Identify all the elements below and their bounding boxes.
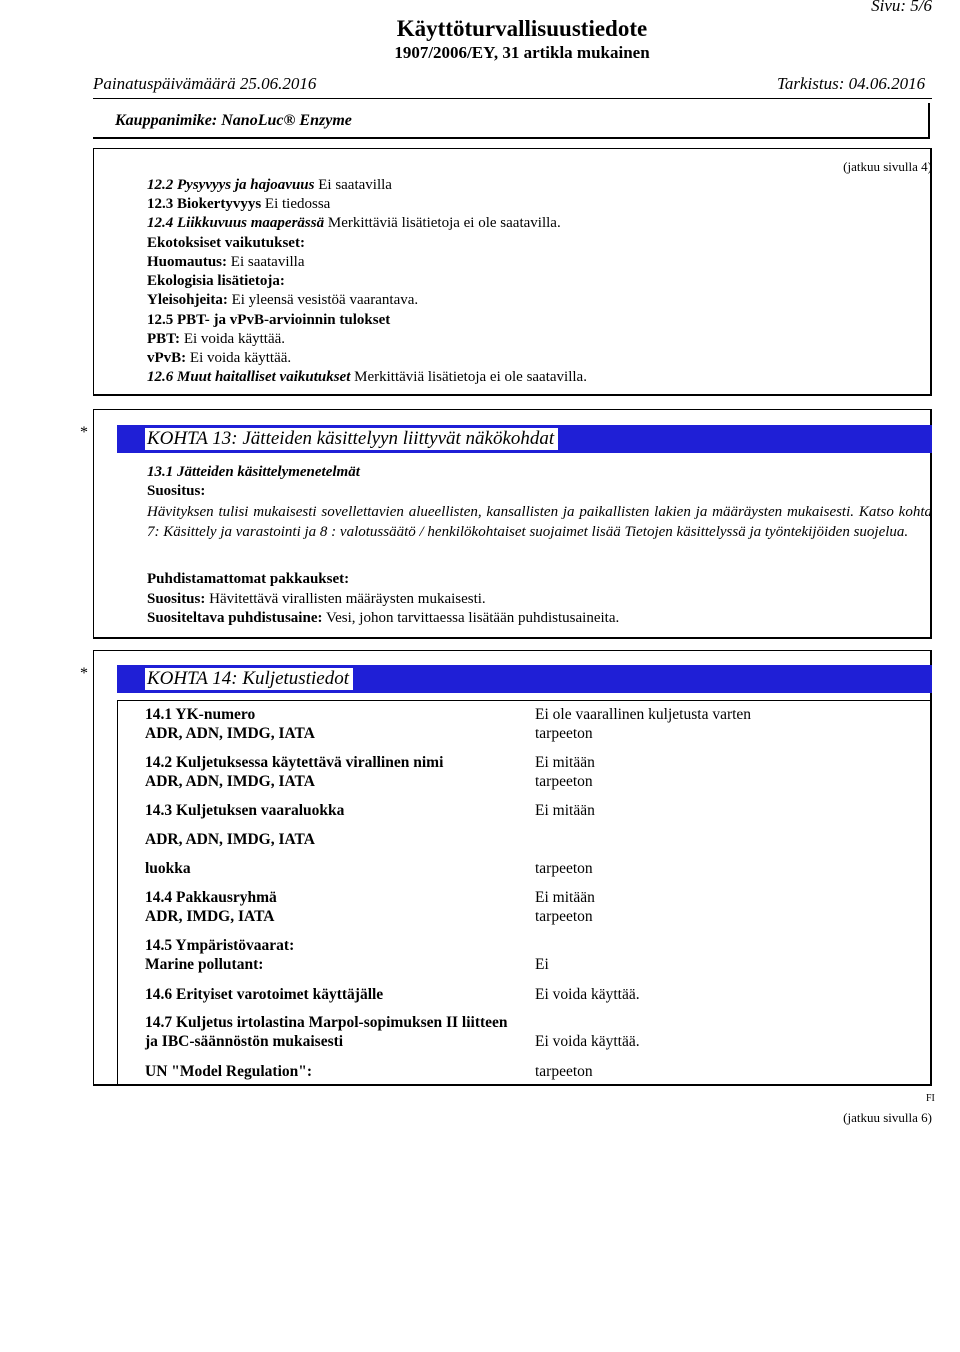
- section-13-header: [117, 425, 932, 453]
- shipping-name-value: Ei mitään: [535, 754, 595, 771]
- pbt-value: Ei voida käyttää.: [183, 331, 286, 347]
- uncleaned-recommendation-row: [147, 591, 486, 608]
- uncleaned-packaging-label: Puhdistamattomat pakkaukset:: [147, 571, 350, 587]
- bioaccumulation-value: Ei tiedossa: [264, 196, 331, 212]
- bioaccumulation-row: [147, 196, 330, 213]
- pbt-heading: 12.5 PBT- ja vPvB-arvioinnin tulokset: [147, 312, 391, 328]
- bioaccumulation-label: 12.3 Biokertyvyys: [147, 196, 262, 212]
- un-number-sub-value: tarpeeton: [535, 725, 593, 742]
- note-row: [147, 254, 305, 271]
- waste-methods-heading: 13.1 Jätteiden käsittelymenetelmät: [147, 464, 360, 480]
- un-model-regulation-label: UN "Model Regulation":: [145, 1063, 313, 1080]
- vpvb-label: vPvB:: [147, 350, 187, 366]
- shipping-name-sub-value: tarpeeton: [535, 773, 593, 790]
- precautions-label: 14.6 Erityiset varotoimet käyttäjälle: [145, 986, 384, 1003]
- cleaning-agent-label: Suositeltava puhdistusaine:: [147, 610, 323, 626]
- other-effects-value: Merkittäviä lisätietoja ei ole saatavilla.: [354, 369, 587, 385]
- mobility-value: Merkittäviä lisätietoja ei ole saatavilla.: [327, 215, 561, 231]
- document-title: Käyttöturvallisuustiedote: [396, 16, 648, 41]
- vpvb-value: Ei voida käyttää.: [189, 350, 292, 366]
- vpvb-row: [147, 350, 291, 367]
- bulk-transport-label-line-1: 14.7 Kuljetus irtolastina Marpol-sopimuksen II liitteen: [145, 1014, 508, 1031]
- note-label: Huomautus:: [147, 254, 228, 270]
- shipping-name-sub-label: ADR, ADN, IMDG, IATA: [145, 773, 315, 790]
- revision-marker: *: [80, 424, 88, 441]
- header-divider: [93, 98, 932, 99]
- env-hazards-label: 14.5 Ympäristövaarat:: [145, 937, 295, 954]
- eco-info-label: Ekologisia lisätietoja:: [147, 273, 285, 289]
- other-effects-row: [147, 369, 587, 386]
- country-code: FI: [926, 1093, 935, 1104]
- recommendation-label: Suositus:: [147, 483, 206, 499]
- general-value: Ei yleensä vesistöä vaarantava.: [231, 292, 419, 308]
- section-14-header: [117, 665, 932, 693]
- document-subtitle: 1907/2006/EY, 31 artikla mukainen: [394, 43, 650, 62]
- class-value: tarpeeton: [535, 860, 593, 877]
- pbt-row: [147, 331, 285, 348]
- continued-to-note: (jatkuu sivulla 6): [843, 1110, 932, 1125]
- general-row: [147, 292, 418, 309]
- product-name: Kauppanimike: NanoLuc® Enzyme: [115, 112, 352, 129]
- marine-pollutant-value: Ei: [535, 956, 549, 973]
- ecotox-label: Ekotoksiset vaikutukset:: [147, 235, 305, 251]
- note-value: Ei saatavilla: [230, 254, 305, 270]
- uncleaned-recommendation-value: Hävitettävä virallisten määräysten mukaisesti.: [209, 591, 486, 607]
- un-number-value: Ei ole vaarallinen kuljetusta varten: [535, 706, 752, 723]
- hazard-class-value: Ei mitään: [535, 802, 595, 819]
- print-date: Painatuspäivämäärä 25.06.2016: [93, 74, 317, 93]
- hazard-class-sub-label: ADR, ADN, IMDG, IATA: [145, 831, 315, 848]
- revision-marker: *: [80, 665, 88, 682]
- packing-group-sub-label: ADR, IMDG, IATA: [145, 908, 275, 925]
- revision-date: Tarkistus: 04.06.2016: [777, 74, 926, 93]
- un-number-label: 14.1 YK-numero: [145, 706, 256, 723]
- packing-group-label: 14.4 Pakkausryhmä: [145, 889, 277, 906]
- persistence-row: [147, 177, 392, 194]
- cleaning-agent-value: Vesi, johon tarvittaessa lisätään puhdistusaineita.: [325, 610, 620, 626]
- section-13-title: KOHTA 13: Jätteiden käsittelyyn liittyvät näkökohdat: [145, 428, 558, 450]
- mobility-row: [147, 215, 561, 232]
- page-number: Sivu: 5/6: [871, 0, 932, 15]
- pbt-label: PBT:: [147, 331, 181, 347]
- persistence-value: Ei saatavilla: [318, 177, 392, 193]
- hazard-class-label: 14.3 Kuljetuksen vaaraluokka: [145, 802, 345, 819]
- other-effects-label: 12.6 Muut haitalliset vaikutukset: [147, 369, 351, 385]
- packing-group-value: Ei mitään: [535, 889, 595, 906]
- precautions-value: Ei voida käyttää.: [535, 986, 640, 1003]
- cleaning-agent-row: [147, 610, 619, 627]
- persistence-label: 12.2 Pysyvyys ja hajoavuus: [147, 177, 315, 193]
- shipping-name-label: 14.2 Kuljetuksessa käytettävä virallinen nimi: [145, 754, 444, 771]
- mobility-label: 12.4 Liikkuvuus maaperässä: [147, 215, 325, 231]
- bulk-transport-value: Ei voida käyttää.: [535, 1033, 640, 1050]
- bulk-transport-label-line-2: ja IBC-säännöstön mukaisesti: [145, 1033, 344, 1050]
- general-label: Yleisohjeita:: [147, 292, 228, 308]
- un-number-sub-label: ADR, ADN, IMDG, IATA: [145, 725, 315, 742]
- section-14-title: KOHTA 14: Kuljetustiedot: [145, 668, 353, 690]
- recommendation-text: Hävityksen tulisi mukaisesti sovellettavien alueellisten, kansallisten ja paikallisten lakien ja määräysten mukaisesti. Katso kohta 7: Käsittely ja varastointi ja 8 : valotussäätö / henkilökohtaiset suojaimet lisää Tietojen käsittelyssä ja työntekijöiden suojelua.: [147, 504, 932, 540]
- packing-group-sub-value: tarpeeton: [535, 908, 593, 925]
- continued-from-note: (jatkuu sivulla 4): [843, 159, 932, 174]
- class-label: luokka: [145, 860, 191, 877]
- uncleaned-recommendation-label: Suositus:: [147, 591, 206, 607]
- un-model-regulation-value: tarpeeton: [535, 1063, 593, 1080]
- marine-pollutant-label: Marine pollutant:: [145, 956, 264, 973]
